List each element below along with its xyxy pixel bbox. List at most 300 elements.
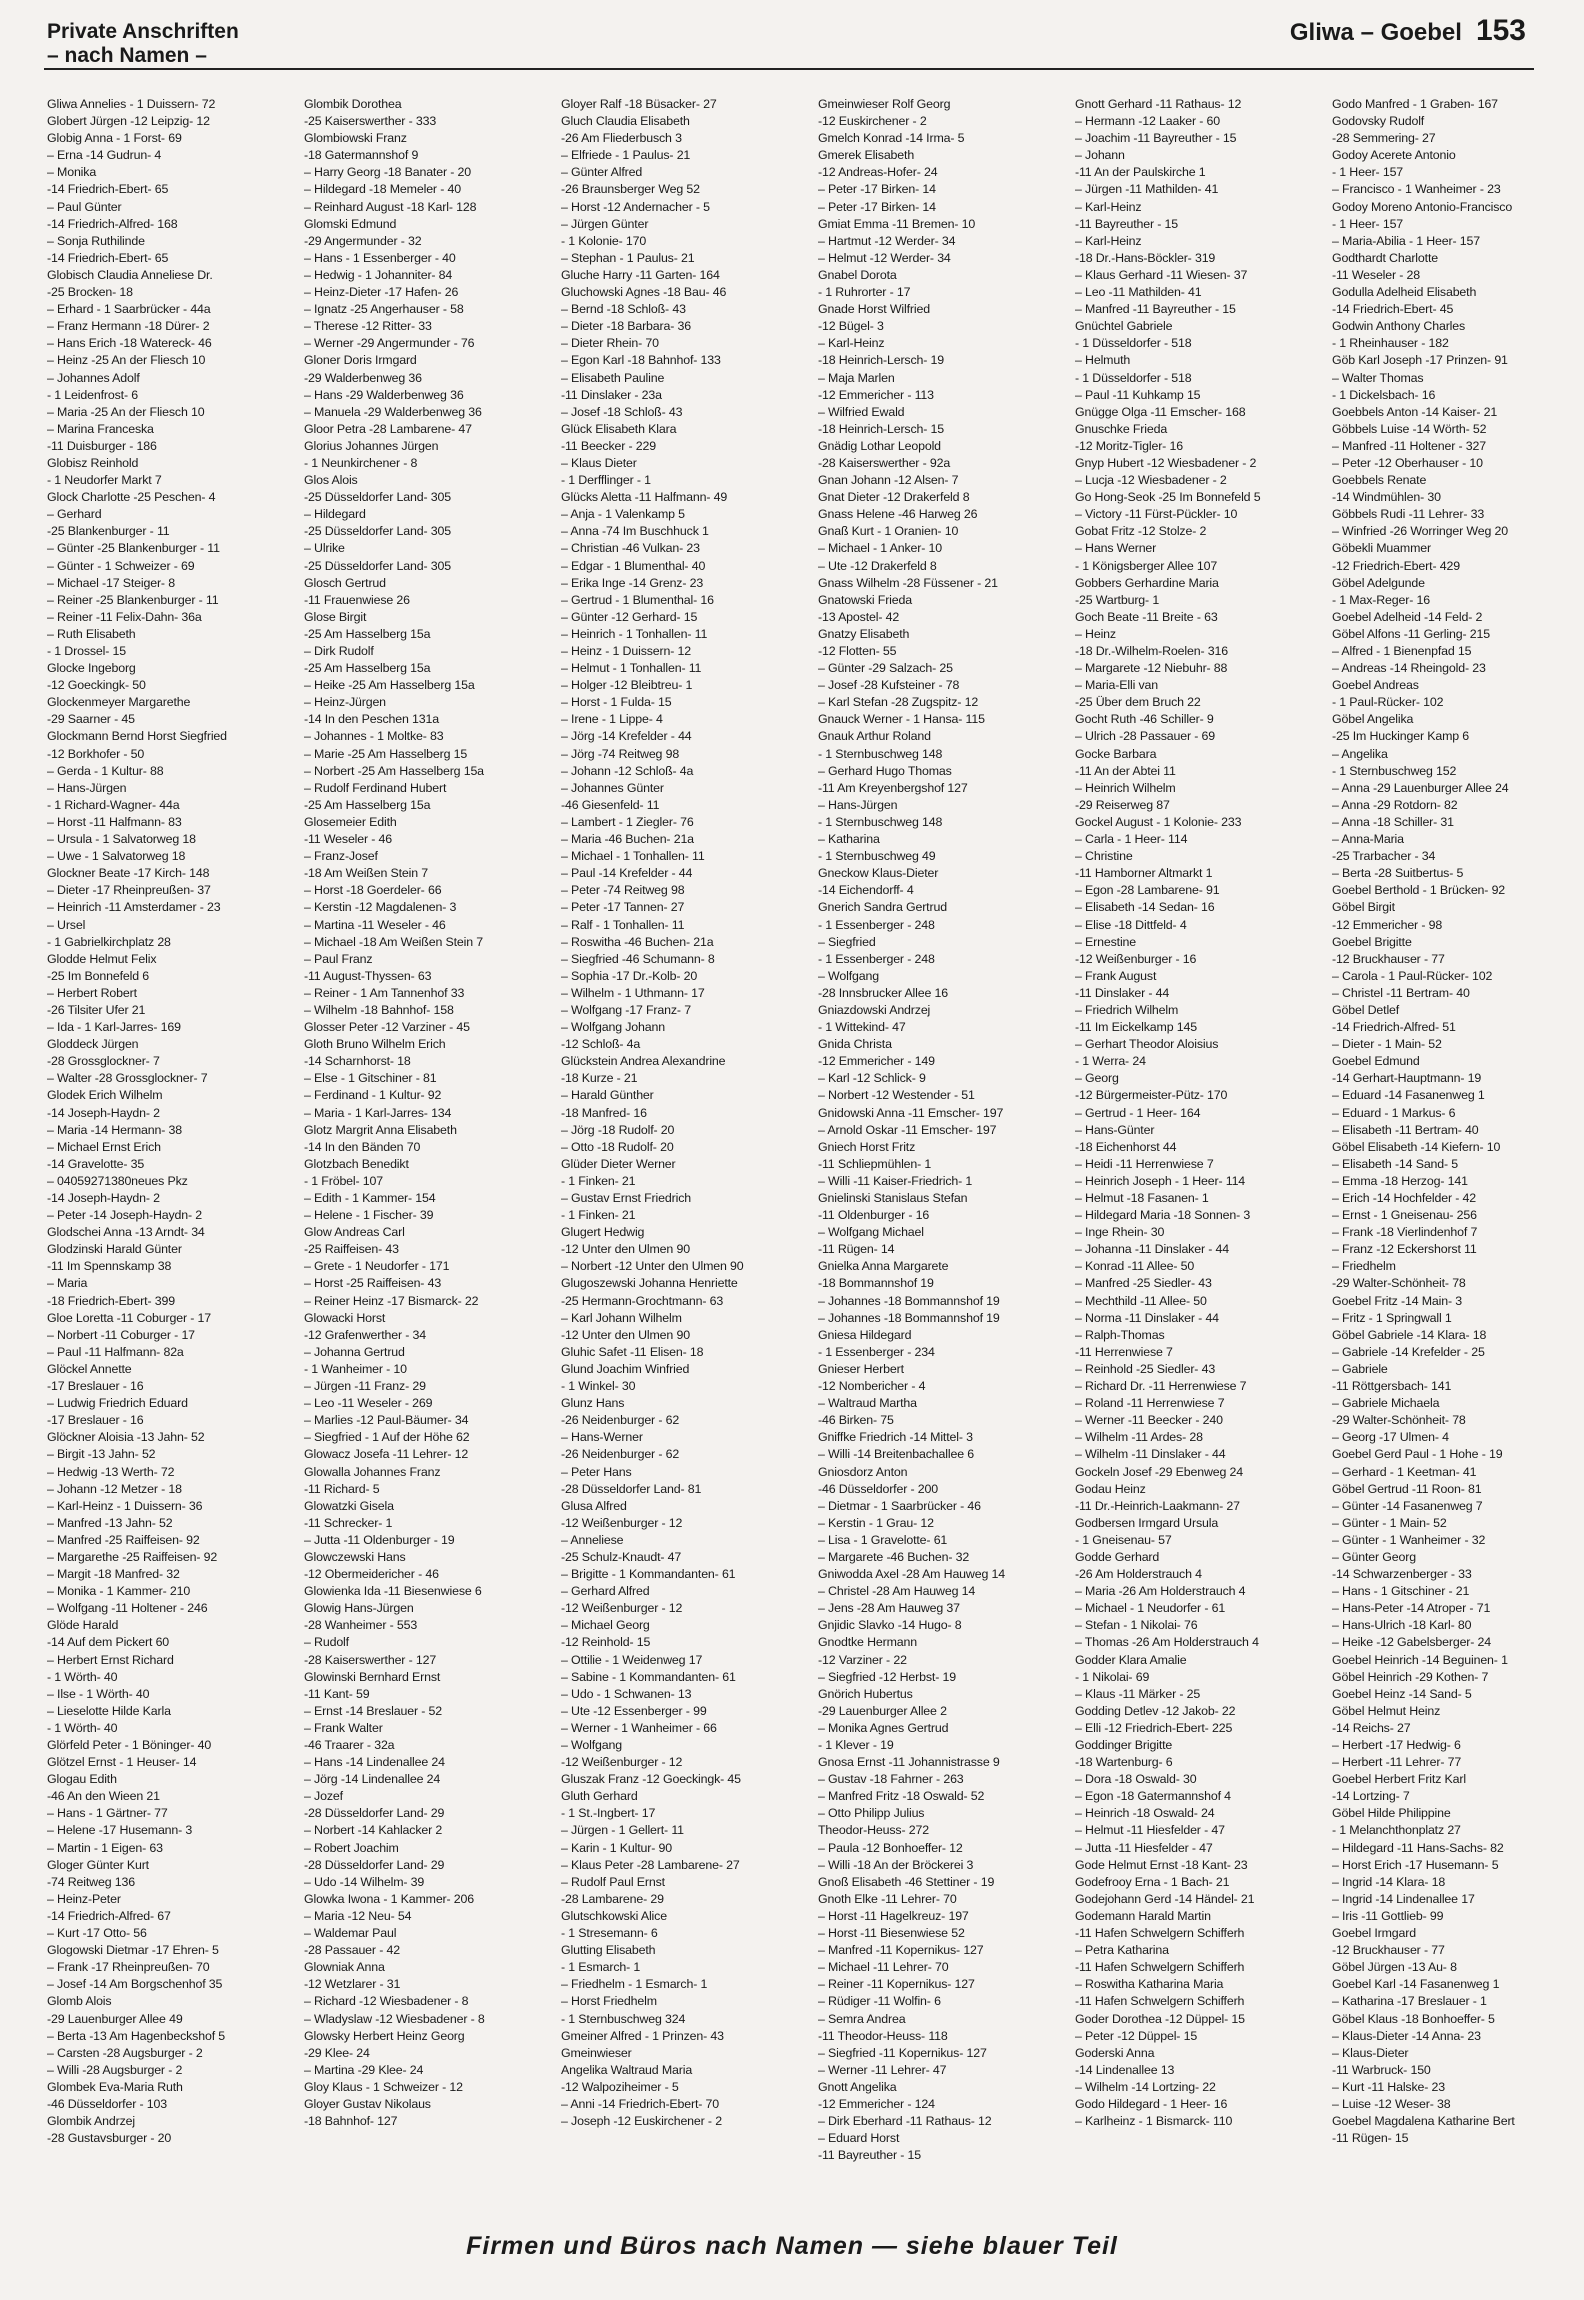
directory-entry: Gluhic Safet -11 Elisen- 18 <box>561 1344 704 1359</box>
directory-entry: – Werner -11 Beecker - 240 <box>1075 1413 1223 1428</box>
directory-entry: – Manfred -25 Raiffeisen- 92 <box>47 1532 200 1547</box>
directory-entry: – Ludwig Friedrich Eduard <box>47 1396 188 1411</box>
directory-entry: – Karl Johann Wilhelm <box>561 1310 682 1325</box>
directory-entry: Glodzinski Harald Günter <box>47 1242 182 1257</box>
directory-entry: – Manfred -13 Jahn- 52 <box>47 1515 173 1530</box>
directory-entry: – Ignatz -25 Angerhauser - 58 <box>304 302 464 317</box>
directory-entry: – Ralf - 1 Tonhallen- 11 <box>561 917 685 932</box>
directory-entry: – Anna-Maria <box>1332 832 1404 847</box>
directory-entry: Gnieser Herbert <box>818 1361 904 1376</box>
directory-entry: – Heinrich -18 Oswald- 24 <box>1075 1806 1215 1821</box>
directory-entry: - 1 Stresemann- 6 <box>561 1926 658 1941</box>
directory-entry: Angelika Waltraud Maria <box>561 2062 693 2077</box>
directory-entry: - 1 Kolonie- 170 <box>561 233 647 248</box>
directory-entry: - 1 Wanheimer - 10 <box>304 1361 407 1376</box>
directory-entry: – Ursel <box>47 917 86 932</box>
directory-entry: – Helmut - 1 Tonhallen- 11 <box>561 661 702 676</box>
directory-entry: Gloyer Gustav Nikolaus <box>304 2096 431 2111</box>
directory-entry: -14 Friedrich-Alfred- 168 <box>47 216 178 231</box>
directory-entry: -29 Lauenburger Allee 2 <box>818 1703 947 1718</box>
directory-entry: Gnaß Kurt - 1 Oranien- 10 <box>818 524 959 539</box>
directory-entry: – Rüdiger -11 Wolfin- 6 <box>818 1994 941 2009</box>
directory-entry: Göbel Jürgen -13 Au- 8 <box>1332 1960 1457 1975</box>
directory-entry: -17 Breslauer - 16 <box>47 1379 144 1394</box>
directory-entry: – Waldemar Paul <box>304 1926 397 1941</box>
directory-entry: – Maria -26 Am Holderstrauch 4 <box>1075 1584 1246 1599</box>
directory-entry: – Johannes Günter <box>561 780 664 795</box>
directory-entry: - 1 Klever - 19 <box>818 1738 894 1752</box>
directory-entry: Glugert Hedwig <box>561 1225 645 1240</box>
directory-entry: Glombik Andrzej <box>47 2114 135 2129</box>
directory-entry: – Friedhelm <box>1332 1259 1396 1274</box>
directory-entry: – Monika <box>47 165 97 180</box>
directory-entry: – Friedrich Wilhelm <box>1075 1002 1179 1017</box>
directory-entry: Gockel August - 1 Kolonie- 233 <box>1075 814 1242 829</box>
directory-entry: – Joseph -12 Euskirchener - 2 <box>561 2114 722 2129</box>
directory-entry: -11 Hamborner Altmarkt 1 <box>1075 866 1213 881</box>
directory-entry: -18 Dr.-Hans-Böckler- 319 <box>1075 250 1216 265</box>
directory-entry: – Edgar - 1 Blumenthal- 40 <box>561 558 706 573</box>
directory-entry: Glöde Harald <box>47 1618 119 1633</box>
directory-entry: – Francisco - 1 Wanheimer - 23 <box>1332 182 1501 197</box>
directory-entry: – Hartmut -12 Werder- 34 <box>818 233 956 248</box>
directory-entry: – Peter Hans <box>561 1464 632 1479</box>
directory-entry: Godthardt Charlotte <box>1332 250 1438 265</box>
directory-entry: – Jutta -11 Oldenburger - 19 <box>304 1532 455 1547</box>
directory-entry: – Klaus-Dieter <box>1332 2045 1409 2060</box>
directory-entry: – Georg <box>1075 1071 1119 1086</box>
directory-entry: -29 Walter-Schönheit- 78 <box>1332 1413 1466 1428</box>
directory-entry: – Ute -12 Essenberger - 99 <box>561 1703 707 1718</box>
directory-entry: – Reinhold -25 Siedler- 43 <box>1075 1361 1216 1376</box>
directory-entry: Godo Manfred - 1 Graben- 167 <box>1332 97 1498 111</box>
directory-entry: -11 Warbruck- 150 <box>1332 2062 1431 2077</box>
directory-entry: – Günter Georg <box>1332 1549 1416 1564</box>
directory-entry: Gnüchtel Gabriele <box>1075 319 1173 334</box>
directory-entry: -12 Bügel- 3 <box>818 319 884 334</box>
directory-entry: – Günter - 1 Main- 52 <box>1332 1515 1447 1530</box>
directory-entry: Glosemeier Edith <box>304 814 397 829</box>
directory-entry: – Maria -46 Buchen- 21a <box>561 832 694 847</box>
directory-entry: – Maria -12 Neu- 54 <box>304 1908 412 1923</box>
directory-entry: - 1 Sternbuschweg 49 <box>818 849 936 864</box>
directory-entry: Goebel Fritz -14 Main- 3 <box>1332 1293 1462 1308</box>
directory-entry: -11 Duisburger - 186 <box>47 438 157 453</box>
directory-entry: – Hans-Peter -14 Atroper - 71 <box>1332 1601 1491 1616</box>
directory-entry: -11 An der Paulskirche 1 <box>1075 165 1206 180</box>
directory-entry: – Richard Dr. -11 Herrenwiese 7 <box>1075 1379 1247 1394</box>
directory-entry: Goebel Magdalena Katharine Bert <box>1332 2114 1515 2129</box>
directory-entry: Gloddeck Jürgen <box>47 1037 139 1052</box>
directory-entry: Glocke Ingeborg <box>47 661 136 676</box>
directory-entry: -12 Euskirchener - 2 <box>818 114 927 129</box>
directory-column <box>47 96 297 2232</box>
directory-entry: - 1 Finken- 21 <box>561 1208 636 1223</box>
directory-entry: Gloe Loretta -11 Coburger - 17 <box>47 1310 212 1325</box>
directory-entry: Goebel Berthold - 1 Brücken- 92 <box>1332 883 1506 898</box>
directory-entry: Godovsky Rudolf <box>1332 114 1425 129</box>
directory-entry: - 1 Derfflinger - 1 <box>561 473 651 488</box>
directory-entry: -46 Birken- 75 <box>818 1413 894 1428</box>
directory-entry: Goder Dorothea -12 Düppel- 15 <box>1075 2011 1245 2026</box>
directory-entry: – Johanna Gertrud <box>304 1344 405 1359</box>
directory-entry: -25 Düsseldorfer Land- 305 <box>304 524 451 539</box>
directory-entry: – Dieter -17 Rheinpreußen- 37 <box>47 883 211 898</box>
footer-note: Firmen und Büros nach Namen — siehe blauer Teil <box>466 2232 1118 2260</box>
directory-entry: Göb Karl Joseph -17 Prinzen- 91 <box>1332 353 1508 368</box>
directory-entry: – Otto -18 Rudolf- 20 <box>561 1139 674 1154</box>
directory-entry: -29 Klee- 24 <box>304 2045 370 2060</box>
directory-entry: – Arnold Oskar -11 Emscher- 197 <box>818 1122 997 1137</box>
directory-entry: Glock Charlotte -25 Peschen- 4 <box>47 490 216 505</box>
directory-entry: – Rudolf <box>304 1635 349 1650</box>
directory-entry: -18 Wartenburg- 6 <box>1075 1755 1173 1770</box>
directory-entry: -25 Düsseldorfer Land- 305 <box>304 558 451 573</box>
directory-entry: -12 Friedrich-Ebert- 429 <box>1332 558 1460 573</box>
directory-entry: -25 Hermann-Grochtmann- 63 <box>561 1293 724 1308</box>
directory-entry: -11 August-Thyssen- 63 <box>304 968 432 983</box>
directory-entry: – Karl-Heinz - 1 Duissern- 36 <box>47 1498 203 1513</box>
directory-entry: -11 Rügen- 14 <box>818 1242 895 1257</box>
directory-column <box>304 96 554 2232</box>
directory-entry: -14 Friedrich-Ebert- 65 <box>47 250 169 265</box>
directory-entry: – Wilhelm -18 Bahnhof- 158 <box>304 1002 454 1017</box>
directory-entry: -11 Richard- 5 <box>304 1481 380 1496</box>
directory-entry: – Peter -17 Tannen- 27 <box>561 900 685 915</box>
directory-entry: Glötzel Ernst - 1 Heuser- 14 <box>47 1755 197 1770</box>
directory-entry: Go Hong-Seok -25 Im Bonnefeld 5 <box>1075 490 1261 505</box>
directory-entry: Gneckow Klaus-Dieter <box>818 866 939 881</box>
directory-entry: – Irene - 1 Lippe- 4 <box>561 712 663 727</box>
directory-entry: – Horst -12 Andernacher - 5 <box>561 199 710 214</box>
directory-entry: – Gerhard <box>47 507 102 522</box>
directory-entry: -11 Bayreuther - 15 <box>1075 216 1178 231</box>
directory-entry: – Helmuth <box>1075 353 1131 368</box>
directory-entry: – Peter -12 Oberhauser - 10 <box>1332 455 1483 470</box>
directory-entry: – Karin - 1 Kultur- 90 <box>561 1840 673 1855</box>
directory-entry: – Martin - 1 Eigen- 63 <box>47 1840 163 1855</box>
directory-entry: – Michael Georg <box>561 1618 650 1633</box>
directory-entry: Gnörich Hubertus <box>818 1686 913 1701</box>
directory-entry: – Franz -12 Eckershorst 11 <box>1332 1242 1477 1257</box>
directory-entry: – Victory -11 Fürst-Pückler- 10 <box>1075 507 1238 522</box>
directory-entry: – Edith - 1 Kammer- 154 <box>304 1191 436 1205</box>
directory-entry: Glos Alois <box>304 473 358 488</box>
directory-entry: -11 Schliepmühlen- 1 <box>818 1156 932 1171</box>
directory-entry: – Erhard - 1 Saarbrücker - 44a <box>47 302 211 317</box>
directory-entry: Godwin Anthony Charles <box>1332 319 1466 334</box>
directory-entry: -12 Bürgermeister-Pütz- 170 <box>1075 1088 1228 1103</box>
directory-entry: – Christian -46 Vulkan- 23 <box>561 541 700 556</box>
directory-entry: -12 Emmericher - 113 <box>818 387 934 402</box>
directory-entry: - 1 St.-Ingbert- 17 <box>561 1806 656 1821</box>
directory-entry: – Emma -18 Herzog- 141 <box>1332 1173 1468 1188</box>
directory-entry: – Günter - 1 Wanheimer - 32 <box>1332 1532 1486 1547</box>
directory-entry: Göbel Birgit <box>1332 900 1395 915</box>
directory-entry: – Petra Katharina <box>1075 1943 1169 1958</box>
directory-entry: Gloy Klaus - 1 Schweizer - 12 <box>304 2079 463 2094</box>
header-rule <box>44 68 1534 70</box>
directory-entry: – Willi -18 An der Bröckerei 3 <box>818 1857 974 1872</box>
directory-entry: -18 Kurze - 21 <box>561 1071 638 1086</box>
directory-entry: – Lieselotte Hilde Karla <box>47 1703 171 1718</box>
directory-entry: – Heinrich -11 Amsterdamer - 23 <box>47 900 221 915</box>
directory-entry: – Horst Erich -17 Husemann- 5 <box>1332 1857 1499 1872</box>
directory-entry: Gniazdowski Andrzej <box>818 1002 931 1017</box>
directory-entry: – Jürgen Günter <box>561 216 649 231</box>
directory-entry: – Gertrud - 1 Heer- 164 <box>1075 1105 1201 1120</box>
directory-entry: - 1 Rheinhauser - 182 <box>1332 336 1449 351</box>
directory-entry: – Anna -29 Rotdorn- 82 <box>1332 797 1458 812</box>
directory-entry: -26 Neidenburger - 62 <box>561 1413 680 1428</box>
directory-entry: Goebel Gerd Paul - 1 Hohe - 19 <box>1332 1447 1503 1462</box>
directory-entry: Glosser Peter -12 Varziner - 45 <box>304 1020 470 1035</box>
directory-entry: - 1 Max-Reger- 16 <box>1332 592 1430 607</box>
directory-entry: – Hans-Werner <box>561 1430 643 1445</box>
directory-entry: Gniwodda Axel -28 Am Hauweg 14 <box>818 1567 1005 1582</box>
directory-entry: Glockner Beate -17 Kirch- 148 <box>47 866 210 881</box>
directory-entry: – Gerhard Alfred <box>561 1584 650 1599</box>
directory-entry: -11 Herrenwiese 7 <box>1075 1344 1173 1359</box>
directory-entry: – Michael -11 Lehrer- 70 <box>818 1960 949 1975</box>
directory-entry: – Wilfried Ewald <box>818 404 905 419</box>
directory-entry: -28 Wanheimer - 553 <box>304 1618 418 1633</box>
directory-entry: - 1 Werra- 24 <box>1075 1054 1146 1069</box>
directory-entry: Glowsky Herbert Heinz Georg <box>304 2028 465 2043</box>
directory-entry: -28 Innsbrucker Allee 16 <box>818 985 949 1000</box>
directory-entry: – Frank Walter <box>304 1720 383 1735</box>
directory-entry: Globert Jürgen -12 Leipzig- 12 <box>47 114 210 129</box>
directory-entry: Glörfeld Peter - 1 Böninger- 40 <box>47 1738 212 1752</box>
directory-entry: Glüder Dieter Werner <box>561 1156 676 1171</box>
directory-entry: – Dieter Rhein- 70 <box>561 336 659 351</box>
directory-entry: -13 Apostel- 42 <box>818 609 900 624</box>
directory-entry: -12 Flotten- 55 <box>818 644 897 658</box>
directory-entry: Glowalla Johannes Franz <box>304 1464 441 1479</box>
directory-entry: Godding Detlev -12 Jakob- 22 <box>1075 1703 1236 1718</box>
directory-entry: Glorius Johannes Jürgen <box>304 438 439 453</box>
directory-entry: -25 Düsseldorfer Land- 305 <box>304 490 451 505</box>
running-header-left <box>47 20 239 68</box>
directory-entry: – Rudolf Ferdinand Hubert <box>304 780 447 795</box>
directory-entry: – Iris -11 Gottlieb- 99 <box>1332 1908 1444 1923</box>
directory-entry: – Gerhard - 1 Keetman- 41 <box>1332 1464 1477 1479</box>
directory-entry: – Ingrid -14 Klara- 18 <box>1332 1874 1446 1889</box>
directory-entry: – Jürgen -11 Mathilden- 41 <box>1075 182 1219 197</box>
directory-entry: - 1 Düsseldorfer - 518 <box>1075 336 1192 351</box>
directory-entry: -18 Bommannshof 19 <box>818 1276 934 1291</box>
directory-entry: -11 Beecker - 229 <box>561 438 657 453</box>
directory-entry: - 1 Heer- 157 <box>1332 165 1404 180</box>
directory-entry: – Reiner - 1 Am Tannenhof 33 <box>304 985 465 1000</box>
directory-entry: -11 Schrecker- 1 <box>304 1515 393 1530</box>
directory-entry: Glotzbach Benedikt <box>304 1156 409 1171</box>
directory-entry: – Ursula - 1 Salvatorweg 18 <box>47 832 196 847</box>
directory-entry: – Hedwig - 1 Johanniter- 84 <box>304 267 453 282</box>
directory-entry: – Heike -12 Gabelsberger- 24 <box>1332 1635 1492 1650</box>
directory-entry: – Horst - 1 Fulda- 15 <box>561 695 672 710</box>
directory-entry: Goebbels Renate <box>1332 473 1427 488</box>
directory-entry: Glöckner Aloisia -13 Jahn- 52 <box>47 1430 205 1445</box>
directory-entry: Godefrooy Erna - 1 Bach- 21 <box>1075 1874 1230 1889</box>
directory-entry: Godejohann Gerd -14 Händel- 21 <box>1075 1891 1255 1906</box>
directory-entry: Gliwa Annelies - 1 Duissern- 72 <box>47 97 216 111</box>
directory-entry: Gloger Günter Kurt <box>47 1857 149 1872</box>
directory-entry: – Herbert Ernst Richard <box>47 1652 174 1667</box>
directory-entry: – Maria -14 Hermann- 38 <box>47 1122 182 1137</box>
directory-entry: – Anna -29 Lauenburger Allee 24 <box>1332 780 1509 795</box>
directory-entry: – Maria-Elli van <box>1075 678 1158 693</box>
directory-entry: - 1 Düsseldorfer - 518 <box>1075 370 1192 385</box>
directory-entry: Glow Andreas Carl <box>304 1225 405 1240</box>
directory-entry: Gniffke Friedrich -14 Mittel- 3 <box>818 1430 973 1445</box>
directory-entry: Göbel Heinrich -29 Kothen- 7 <box>1332 1669 1489 1684</box>
directory-entry: – Luise -12 Weser- 38 <box>1332 2096 1451 2111</box>
directory-entry: Gnuschke Frieda <box>1075 421 1168 436</box>
directory-entry: -18 Heinrich-Lersch- 15 <box>818 421 945 436</box>
directory-entry: – Herbert -11 Lehrer- 77 <box>1332 1755 1462 1770</box>
directory-entry: Goebel Edmund <box>1332 1054 1420 1069</box>
directory-entry: - 1 Leidenfrost- 6 <box>47 387 138 402</box>
directory-entry: Gnan Johann -12 Alsen- 7 <box>818 473 959 488</box>
directory-entry: -11 Dinslaker - 44 <box>1075 985 1170 1000</box>
directory-entry: – Gerhard Hugo Thomas <box>818 763 952 778</box>
directory-entry: Goebel Heinrich -14 Beguinen- 1 <box>1332 1652 1508 1667</box>
directory-entry: – Monika Agnes Gertrud <box>818 1720 949 1735</box>
directory-entry: Gloth Bruno Wilhelm Erich <box>304 1037 446 1052</box>
directory-entry: – Semra Andrea <box>818 2011 906 2026</box>
directory-entry: – 04059271380neues Pkz <box>47 1173 188 1188</box>
directory-entry: – Paul -11 Halfmann- 82a <box>47 1344 184 1359</box>
directory-entry: – Peter -17 Birken- 14 <box>818 199 936 214</box>
directory-entry: – Carola - 1 Paul-Rücker- 102 <box>1332 968 1493 983</box>
directory-entry: -14 Windmühlen- 30 <box>1332 490 1441 505</box>
directory-entry: – Richard -12 Wiesbadener - 8 <box>304 1994 469 2009</box>
directory-entry: Gluche Harry -11 Garten- 164 <box>561 267 720 282</box>
directory-entry: -12 Schloß- 4a <box>561 1037 641 1052</box>
directory-entry: -11 Im Eickelkamp 145 <box>1075 1020 1197 1035</box>
directory-entry: -74 Reitweg 136 <box>47 1874 135 1889</box>
directory-entry: -25 Raiffeisen- 43 <box>304 1242 399 1257</box>
directory-entry: – Willi -14 Breitenbachallee 6 <box>818 1447 974 1462</box>
directory-entry: – Georg -17 Ulmen- 4 <box>1332 1430 1449 1445</box>
directory-entry: – Helmut -11 Hiesfelder - 47 <box>1075 1823 1225 1838</box>
directory-entry: Gloor Petra -28 Lambarene- 47 <box>304 421 472 436</box>
directory-entry: -11 Hafen Schwelgern Schifferh <box>1075 1960 1245 1975</box>
directory-entry: – Ferdinand - 1 Kultur- 92 <box>304 1088 442 1103</box>
directory-entry: - 1 Wörth- 40 <box>47 1669 118 1684</box>
directory-entry: – Eduard -14 Fasanenweg 1 <box>1332 1088 1485 1103</box>
directory-entry: – Hildegard -11 Hans-Sachs- 82 <box>1332 1840 1504 1855</box>
directory-entry: – Katharina <box>818 832 880 847</box>
directory-entry: – Siegfried <box>818 934 876 949</box>
directory-entry: -46 Traarer - 32a <box>304 1738 395 1752</box>
directory-entry: Goch Beate -11 Breite - 63 <box>1075 609 1218 624</box>
directory-entry: – Kerstin - 1 Grau- 12 <box>818 1515 934 1530</box>
directory-entry: -12 Moritz-Tigler- 16 <box>1075 438 1183 453</box>
directory-entry: Globisz Reinhold <box>47 455 139 470</box>
directory-entry: -25 Im Huckinger Kamp 6 <box>1332 729 1470 744</box>
directory-entry: – Waltraud Martha <box>818 1396 917 1411</box>
directory-entry: – Norbert -14 Kahlacker 2 <box>304 1823 443 1838</box>
directory-entry: – Michael - 1 Neudorfer - 61 <box>1075 1601 1226 1616</box>
directory-entry: – Roswitha -46 Buchen- 21a <box>561 934 714 949</box>
directory-entry: Gnass Helene -46 Harweg 26 <box>818 507 978 522</box>
directory-entry: -26 Am Holderstrauch 4 <box>1075 1567 1202 1582</box>
directory-entry: – Udo -14 Wilhelm- 39 <box>304 1874 425 1889</box>
directory-entry: – Horst -25 Raiffeisen- 43 <box>304 1276 442 1291</box>
directory-entry: Glowatzki Gisela <box>304 1498 394 1513</box>
directory-entry: -11 Am Kreyenbergshof 127 <box>818 780 968 795</box>
directory-entry: – Erna -14 Gudrun- 4 <box>47 148 162 163</box>
directory-entry: – Erika Inge -14 Grenz- 23 <box>561 575 704 590</box>
directory-entry: – Fritz - 1 Springwall 1 <box>1332 1310 1452 1325</box>
directory-entry: – Gustav -18 Fahrner - 263 <box>818 1772 964 1787</box>
directory-entry: Godde Gerhard <box>1075 1549 1160 1564</box>
directory-entry: – Grete - 1 Neudorfer - 171 <box>304 1259 450 1274</box>
directory-entry: – Bernd -18 Schloß- 43 <box>561 302 686 317</box>
directory-entry: – Wilhelm -14 Lortzing- 22 <box>1075 2079 1216 2094</box>
directory-entry: – Elli -12 Friedrich-Ebert- 225 <box>1075 1720 1233 1735</box>
directory-entry: – Anneliese <box>561 1532 624 1547</box>
directory-entry: – Peter -14 Joseph-Haydn- 2 <box>47 1208 203 1223</box>
directory-entry: – Marie -25 Am Hasselberg 15 <box>304 746 468 761</box>
directory-entry: – Paul Günter <box>47 199 122 214</box>
directory-entry: - 1 Paul-Rücker- 102 <box>1332 695 1444 710</box>
directory-entry: Glose Birgit <box>304 609 367 624</box>
directory-entry: Goebbels Anton -14 Kaiser- 21 <box>1332 404 1498 419</box>
directory-entry: - 1 Fröbel- 107 <box>304 1173 384 1188</box>
directory-entry: Gnoß Elisabeth -46 Stettiner - 19 <box>818 1874 995 1889</box>
directory-entry: – Berta -28 Suitbertus- 5 <box>1332 866 1464 881</box>
directory-entry: -14 Lindenallee 13 <box>1075 2062 1175 2077</box>
directory-entry: – Manfred -11 Bayreuther - 15 <box>1075 302 1236 317</box>
directory-entry: – Johann -12 Schloß- 4a <box>561 763 694 778</box>
directory-entry: – Marina Franceska <box>47 421 154 436</box>
directory-entry: -12 Weißenburger - 12 <box>561 1755 683 1770</box>
directory-entry: – Franz-Josef <box>304 849 378 864</box>
directory-entry: – Harry Georg -18 Banater - 20 <box>304 165 471 180</box>
directory-entry: Gobat Fritz -12 Stolze- 2 <box>1075 524 1207 539</box>
directory-entry: -25 Blankenburger - 11 <box>47 524 170 539</box>
directory-entry: – Michael -18 Am Weißen Stein 7 <box>304 934 484 949</box>
directory-entry: Goebel Irmgard <box>1332 1926 1416 1941</box>
directory-entry: -12 Weißenburger - 12 <box>561 1601 683 1616</box>
directory-entry: Godoy Acerete Antonio <box>1332 148 1456 163</box>
directory-entry: Godoy Moreno Antonio-Francisco <box>1332 199 1513 214</box>
directory-entry: -29 Walter-Schönheit- 78 <box>1332 1276 1466 1291</box>
directory-entry: Goebel Karl -14 Fasanenweg 1 <box>1332 1977 1500 1992</box>
directory-entry: Glöckel Annette <box>47 1361 132 1376</box>
directory-entry: Göbel Klaus -18 Bonhoeffer- 5 <box>1332 2011 1495 2026</box>
directory-entry: – Norbert -12 Unter den Ulmen 90 <box>561 1259 744 1274</box>
directory-entry: – Jörg -14 Lindenallee 24 <box>304 1772 441 1787</box>
directory-entry: – Paul -11 Kuhkamp 15 <box>1075 387 1201 402</box>
directory-entry: – Ralph-Thomas <box>1075 1327 1165 1342</box>
directory-entry: -29 Lauenburger Allee 49 <box>47 2011 183 2026</box>
directory-entry: – Johann -12 Metzer - 18 <box>47 1481 182 1496</box>
directory-entry: Gnatowski Frieda <box>818 592 913 607</box>
directory-entry: -14 Eichendorff- 4 <box>818 883 914 898</box>
directory-entry: -12 Varziner - 22 <box>818 1652 907 1667</box>
directory-entry: – Karl-Heinz <box>1075 199 1142 214</box>
directory-entry: -26 Am Fliederbusch 3 <box>561 131 682 146</box>
directory-entry: – Michael - 1 Tonhallen- 11 <box>561 849 705 864</box>
directory-entry: -11 Frauenwiese 26 <box>304 592 410 607</box>
directory-entry: – Elisabeth -11 Bertram- 40 <box>1332 1122 1479 1137</box>
directory-entry: – Gerhart Theodor Aloisius <box>1075 1037 1219 1052</box>
directory-entry: – Michael Ernst Erich <box>47 1139 161 1154</box>
